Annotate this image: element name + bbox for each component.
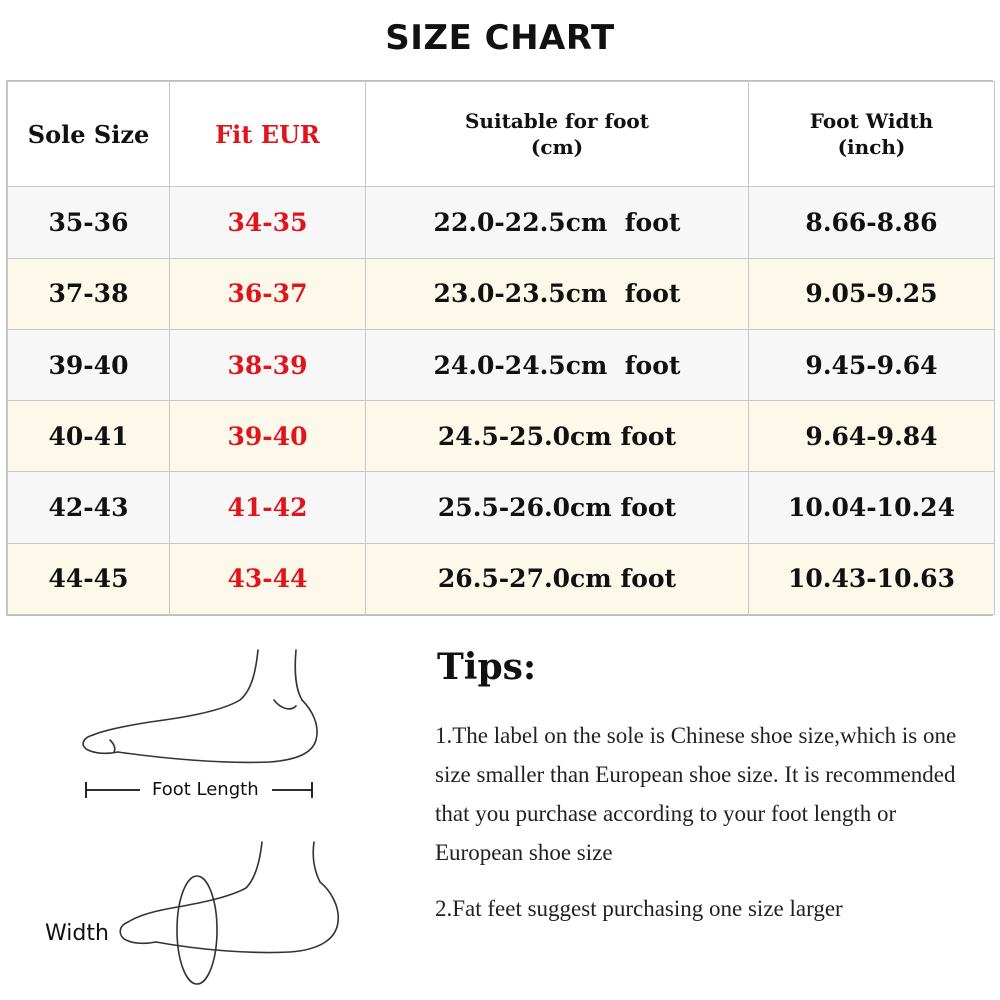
cell-sole-size: 44-45	[8, 543, 170, 614]
size-table-container	[6, 80, 993, 616]
cell-fit-eur: 39-40	[170, 401, 366, 472]
header-foot-cm-line2: (cm)	[530, 135, 584, 160]
cell-sole-size: 40-41	[8, 401, 170, 472]
table-header-row	[8, 82, 995, 187]
cell-fit-eur: 41-42	[170, 472, 366, 543]
cell-foot-cm: 23.0-23.5cm foot	[366, 258, 749, 329]
cell-foot-width: 9.45-9.64	[749, 329, 995, 400]
cell-foot-width: 10.43-10.63	[749, 543, 995, 614]
header-foot-cm-line1: Suitable for foot	[464, 109, 649, 134]
header-sole-size: Sole Size	[8, 82, 170, 187]
cell-foot-cm: 22.0-22.5cm foot	[366, 187, 749, 258]
cell-foot-width: 9.05-9.25	[749, 258, 995, 329]
cell-fit-eur: 36-37	[170, 258, 366, 329]
tip-2: 2.Fat feet suggest purchasing one size larger	[435, 896, 843, 921]
cell-sole-size: 37-38	[8, 258, 170, 329]
cell-foot-cm: 24.5-25.0cm foot	[366, 401, 749, 472]
header-fit-eur: Fit EUR	[170, 82, 366, 187]
table-row	[8, 187, 995, 258]
table-row	[8, 329, 995, 400]
header-foot-width-line2: (inch)	[837, 135, 906, 160]
header-foot-width-line1: Foot Width	[809, 109, 934, 134]
foot-width-view-icon	[120, 842, 338, 984]
cell-sole-size: 39-40	[8, 329, 170, 400]
cell-foot-cm: 24.0-24.5cm foot	[366, 329, 749, 400]
cell-fit-eur: 34-35	[170, 187, 366, 258]
cell-sole-size: 35-36	[8, 187, 170, 258]
cell-fit-eur: 43-44	[170, 543, 366, 614]
table-row	[8, 472, 995, 543]
table-row	[8, 401, 995, 472]
cell-foot-cm: 25.5-26.0cm foot	[366, 472, 749, 543]
size-table	[7, 81, 995, 615]
cell-sole-size: 42-43	[8, 472, 170, 543]
page-title: SIZE CHART	[385, 18, 615, 58]
header-foot-width	[749, 82, 995, 187]
cell-foot-width: 8.66-8.86	[749, 187, 995, 258]
cell-foot-cm: 26.5-27.0cm foot	[366, 543, 749, 614]
tips-heading: Tips:	[437, 646, 537, 688]
foot-length-label: Foot Length	[152, 779, 259, 800]
cell-foot-width: 10.04-10.24	[749, 472, 995, 543]
tip-1: 1.The label on the sole is Chinese shoe size,which is one size smaller than European shoe size. It is recommended that you purchase according to your foot length or European shoe size	[435, 723, 957, 865]
cell-fit-eur: 38-39	[170, 329, 366, 400]
width-label: Width	[45, 921, 109, 946]
table-row	[8, 258, 995, 329]
cell-foot-width: 9.64-9.84	[749, 401, 995, 472]
table-row	[8, 543, 995, 614]
header-foot-cm	[366, 82, 749, 187]
foot-side-view-icon	[83, 650, 317, 762]
